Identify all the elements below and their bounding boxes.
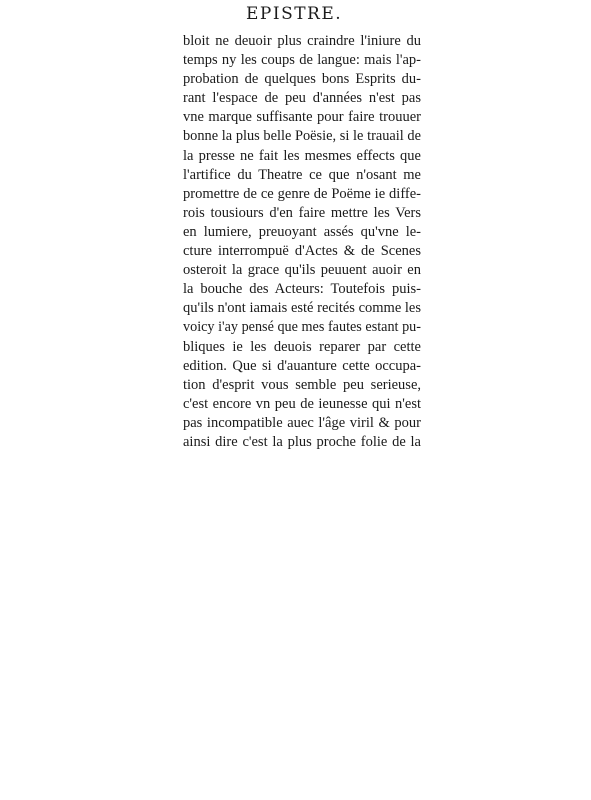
text-line: vne marque suffisante pour faire trouuer [183, 109, 421, 126]
text-line: bonne la plus belle Poësie, si le trauail de [183, 128, 421, 145]
text-line: la bouche des Acteurs: Toutefois puis- [183, 281, 421, 298]
text-line: tion d'esprit vous semble peu serieuse, [183, 376, 421, 393]
text-line: voicy i'ay pensé que mes fautes estant pu- [183, 319, 421, 336]
text-line: promettre de ce genre de Poëme ie diffe- [183, 185, 421, 202]
text-line: ainsi dire c'est la plus proche folie de la [183, 433, 421, 450]
running-head: EPISTRE. [246, 4, 343, 24]
text-line: la presse ne fait les mesmes effects que [183, 147, 421, 164]
text-line: bloit ne deuoir plus craindre l'iniure du [183, 33, 421, 49]
text-line: temps ny les coups de langue: mais l'ap- [183, 52, 421, 69]
text-line: probation de quelques bons Esprits du- [183, 71, 421, 88]
text-line: qu'ils n'ont iamais esté recités comme les [183, 300, 421, 317]
text-line: rois tousiours d'en faire mettre les Vers [183, 204, 421, 221]
text-line: rant l'espace de peu d'années n'est pas [183, 90, 421, 107]
text-line: cture interrompuë d'Actes & de Scenes [183, 243, 421, 260]
text-line: edition. Que si d'auanture cette occupa- [183, 357, 421, 374]
text-line: osteroit la grace qu'ils peuuent auoir en [183, 262, 421, 279]
body-text [183, 32, 421, 452]
text-line: l'artifice du Theatre ce que n'osant me [183, 166, 421, 183]
text-line: pas incompatible auec l'âge viril & pour [183, 414, 421, 431]
text-line: c'est encore vn peu de ieunesse qui n'est [183, 395, 421, 412]
text-line: en lumiere, preuoyant assés qu'vne le- [183, 223, 421, 240]
text-line: bliques ie les deuois reparer par cette [183, 338, 421, 355]
